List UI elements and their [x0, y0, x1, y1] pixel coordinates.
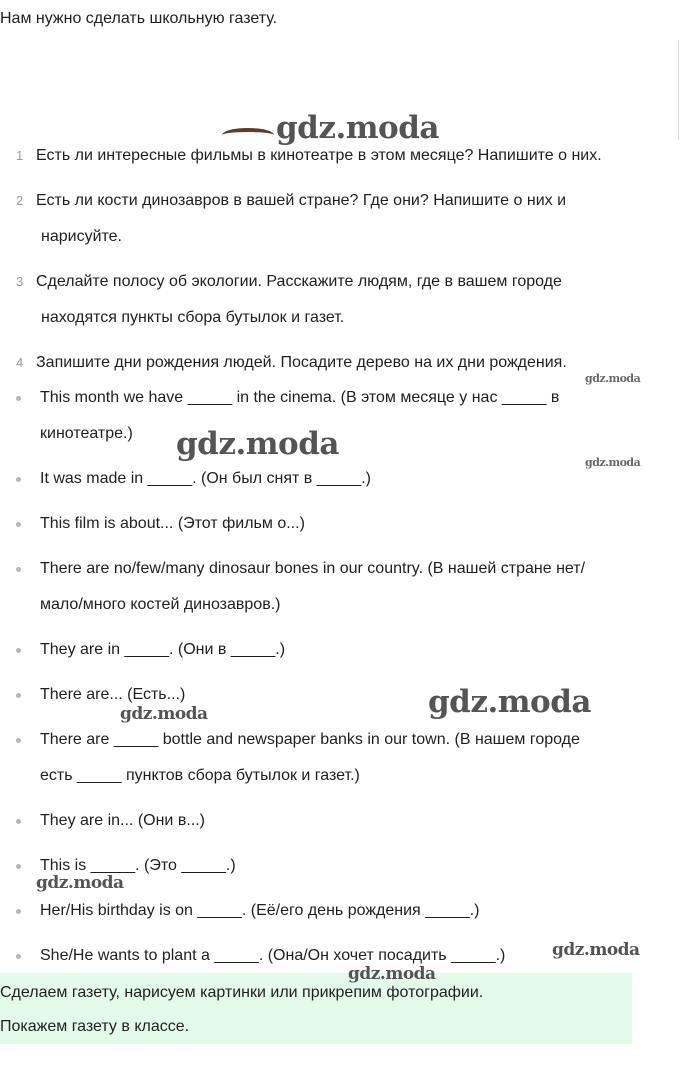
phrase-text: This is _____. (Это _____.) — [40, 857, 236, 874]
watermark-swoosh — [222, 128, 274, 142]
phrase-text-continued: кинотеатре.) — [40, 425, 133, 442]
phrase-text-continued: мало/много костей динозавров.) — [40, 596, 281, 613]
watermark: gdz.moda — [36, 873, 124, 893]
watermark: gdz.moda — [120, 704, 208, 724]
bullet-dot — [16, 477, 21, 482]
task-text: Есть ли интересные фильмы в кинотеатре в этом месяце? Напишите о них. — [36, 147, 602, 164]
watermark: gdz.moda — [176, 426, 339, 462]
bullet-dot — [16, 864, 21, 869]
bullet-dot — [16, 648, 21, 653]
phrase-text: This month we have _____ in the cinema. (В этом месяце у нас _____ в — [40, 389, 560, 406]
task-number: 4 — [16, 355, 24, 370]
phrase-text: They are in... (Они в...) — [40, 812, 205, 829]
phrase-text: This film is about... (Этот фильм о...) — [40, 515, 305, 532]
bullet-dot — [16, 909, 21, 914]
phrase-text-continued: есть _____ пунктов сбора бутылок и газет.) — [40, 767, 360, 784]
bullet-dot — [16, 954, 21, 959]
summary-line-2: Покажем газету в классе. — [0, 1018, 190, 1035]
summary-line-1: Сделаем газету, нарисуем картинки или прикрепим фотографии. — [0, 984, 484, 1001]
watermark: gdz.moda — [428, 684, 591, 720]
task-text: Запишите дни рождения людей. Посадите дерево на их дни рождения. — [36, 354, 567, 371]
phrase-text: She/He wants to plant a _____. (Она/Он хочет посадить _____.) — [40, 947, 506, 964]
bullet-dot — [16, 819, 21, 824]
phrase-text: It was made in _____. (Он был снят в _____.) — [40, 470, 371, 487]
phrase-text: There are... (Есть...) — [40, 686, 186, 703]
watermark: gdz.moda — [276, 110, 439, 146]
bullet-dot — [16, 567, 21, 572]
bullet-dot — [16, 738, 21, 743]
watermark: gdz.moda — [348, 964, 436, 984]
task-number: 2 — [16, 193, 24, 208]
task-text-continued: находятся пункты сбора бутылок и газет. — [41, 309, 345, 326]
right-divider — [678, 40, 679, 140]
watermark: gdz.moda — [585, 372, 641, 385]
task-text-continued: нарисуйте. — [41, 228, 122, 245]
task-number: 3 — [16, 274, 24, 289]
bullet-dot — [16, 522, 21, 527]
phrase-text: There are _____ bottle and newspaper banks in our town. (В нашем городе — [40, 731, 580, 748]
phrase-text: There are no/few/many dinosaur bones in our country. (В нашей стране нет/ — [40, 560, 586, 577]
phrase-text: Her/His birthday is on _____. (Её/его день рождения _____.) — [40, 902, 480, 919]
watermark: gdz.moda — [585, 456, 641, 469]
bullet-dot — [16, 396, 21, 401]
task-text: Есть ли кости динозавров в вашей стране? Где они? Напишите о них и — [36, 192, 567, 209]
phrase-text: They are in _____. (Они в _____.) — [40, 641, 286, 658]
task-text: Сделайте полосу об экологии. Расскажите людям, где в вашем городе — [36, 273, 562, 290]
task-number: 1 — [16, 148, 24, 163]
intro-text: Нам нужно сделать школьную газету. — [0, 10, 278, 27]
bullet-dot — [16, 693, 21, 698]
watermark: gdz.moda — [552, 940, 640, 960]
